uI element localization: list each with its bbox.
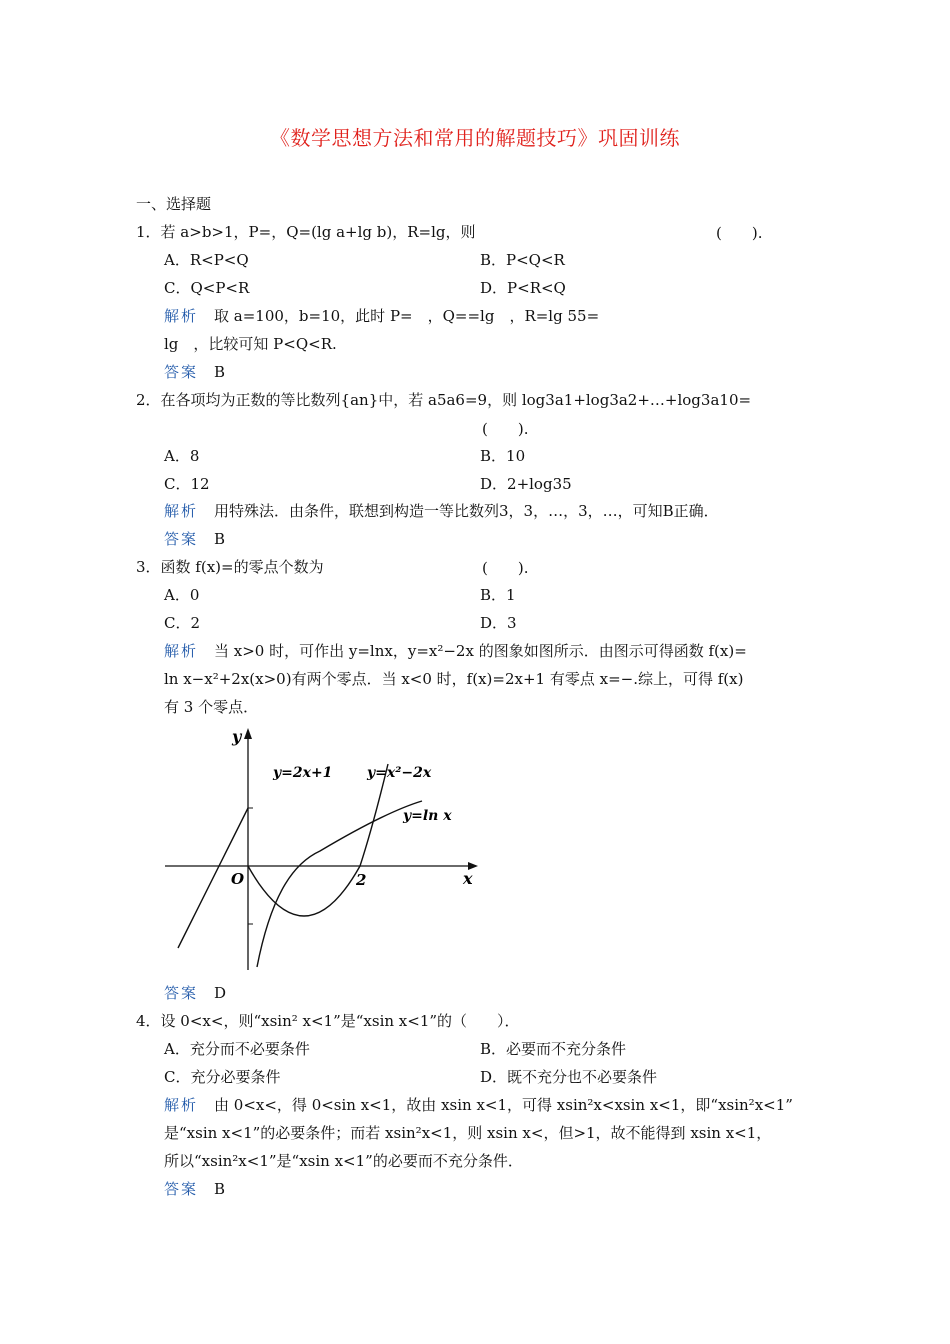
tick-label-2: 2 [356, 871, 367, 889]
analysis-label: 解析 [164, 307, 199, 325]
q3-option-b: B．1 [480, 586, 516, 604]
q1-answer-value: B [214, 363, 226, 381]
q4-option-d: D．既不充分也不必要条件 [480, 1068, 658, 1086]
q3-analysis [164, 641, 747, 661]
q2-option-d: D．2+log35 [480, 475, 572, 493]
label-log: y=ln x [403, 808, 452, 824]
q3-analysis-text-3: 有 3 个零点． [164, 698, 259, 716]
q4-option-c: C．充分必要条件 [164, 1068, 281, 1086]
q4-option-b: B．必要而不充分条件 [480, 1040, 627, 1058]
label-parabola: y=x²−2x [367, 765, 432, 781]
q2-stem: 2．在各项均为正数的等比数列{an}中，若 a5a6=9，则 log3a1+log3a2+…+log3a10= [136, 391, 752, 409]
q4-analysis-text-2: 是“xsin x<1”的必要条件；而若 xsin²x<1，则 xsin x<，但>1，故不能得到 xsin x<1， [164, 1124, 772, 1142]
q1-analysis [164, 306, 599, 326]
q3-analysis-text-2: ln x−x²+2x(x>0)有两个零点．当 x<0 时，f(x)=2x+1 有零点 x=−.综上，可得 f(x) [164, 670, 744, 688]
q3-option-c: C．2 [164, 614, 201, 632]
page-title: 《数学思想方法和常用的解题技巧》巩固训练 [270, 126, 680, 150]
q2-answer-value: B [214, 530, 226, 548]
parabola-curve [248, 764, 388, 916]
q3-answer-blank: ( ). [482, 559, 529, 577]
q4-answer [164, 1179, 225, 1199]
function-graph-figure [160, 722, 490, 974]
label-line: y=2x+1 [273, 765, 333, 781]
q1-analysis-text-1: 取 a=100，b=10，此时 P= ，Q==lg ，R=lg 55= [214, 307, 600, 325]
answer-label: 答案 [164, 984, 199, 1002]
section-heading: 一、选择题 [136, 195, 212, 213]
q2-analysis-text-1: 用特殊法．由条件，联想到构造一等比数列3，3，…，3，…，可知B正确． [214, 502, 719, 520]
q4-stem: 4．设 0<x<，则“xsin² x<1”是“xsin x<1”的（ ）． [136, 1012, 520, 1030]
q1-stem: 1．若 a>b>1，P=，Q=(lg a+lg b)，R=lg，则 [136, 223, 476, 241]
analysis-label: 解析 [164, 642, 199, 660]
y-axis-label: y [232, 727, 242, 746]
q2-answer [164, 529, 225, 549]
q3-option-a: A．0 [164, 586, 200, 604]
q4-analysis-text-1: 由 0<x<，得 0<sin x<1，故由 xsin x<1，可得 xsin²x<xsin x<1，即“xsin²x<1” [214, 1096, 793, 1114]
log-curve [257, 801, 422, 967]
q2-option-b: B．10 [480, 447, 526, 465]
q4-option-a: A．充分而不必要条件 [164, 1040, 310, 1058]
q3-option-d: D．3 [480, 614, 517, 632]
q1-analysis-text-2: lg ，比较可知 P<Q<R. [164, 335, 337, 353]
q2-answer-blank: ( ). [482, 420, 529, 438]
q3-answer [164, 983, 226, 1003]
answer-label: 答案 [164, 530, 199, 548]
q2-option-a: A．8 [164, 447, 200, 465]
q2-option-c: C．12 [164, 475, 210, 493]
q1-option-d: D．P<R<Q [480, 279, 566, 297]
q4-analysis [164, 1095, 793, 1115]
q4-analysis-text-3: 所以“xsin²x<1”是“xsin x<1”的必要而不充分条件． [164, 1152, 523, 1170]
answer-label: 答案 [164, 363, 199, 381]
analysis-label: 解析 [164, 502, 199, 520]
q1-option-a: A．R<P<Q [164, 251, 249, 269]
answer-label: 答案 [164, 1180, 199, 1198]
q1-option-b: B．P<Q<R [480, 251, 565, 269]
q3-analysis-text-1: 当 x>0 时，可作出 y=lnx，y=x²−2x 的图象如图所示．由图示可得函数 f(x)= [214, 642, 747, 660]
q1-option-c: C．Q<P<R [164, 279, 250, 297]
q3-stem: 3．函数 f(x)=的零点个数为 [136, 558, 324, 576]
origin-label: O [231, 870, 245, 888]
q4-answer-value: B [214, 1180, 226, 1198]
y-axis-arrow [244, 728, 252, 739]
q2-analysis [164, 501, 719, 521]
analysis-label: 解析 [164, 1096, 199, 1114]
q3-answer-value: D [214, 984, 227, 1002]
q1-answer [164, 362, 225, 382]
q1-answer-blank: ( ). [716, 224, 763, 242]
x-axis-label: x [463, 869, 473, 888]
